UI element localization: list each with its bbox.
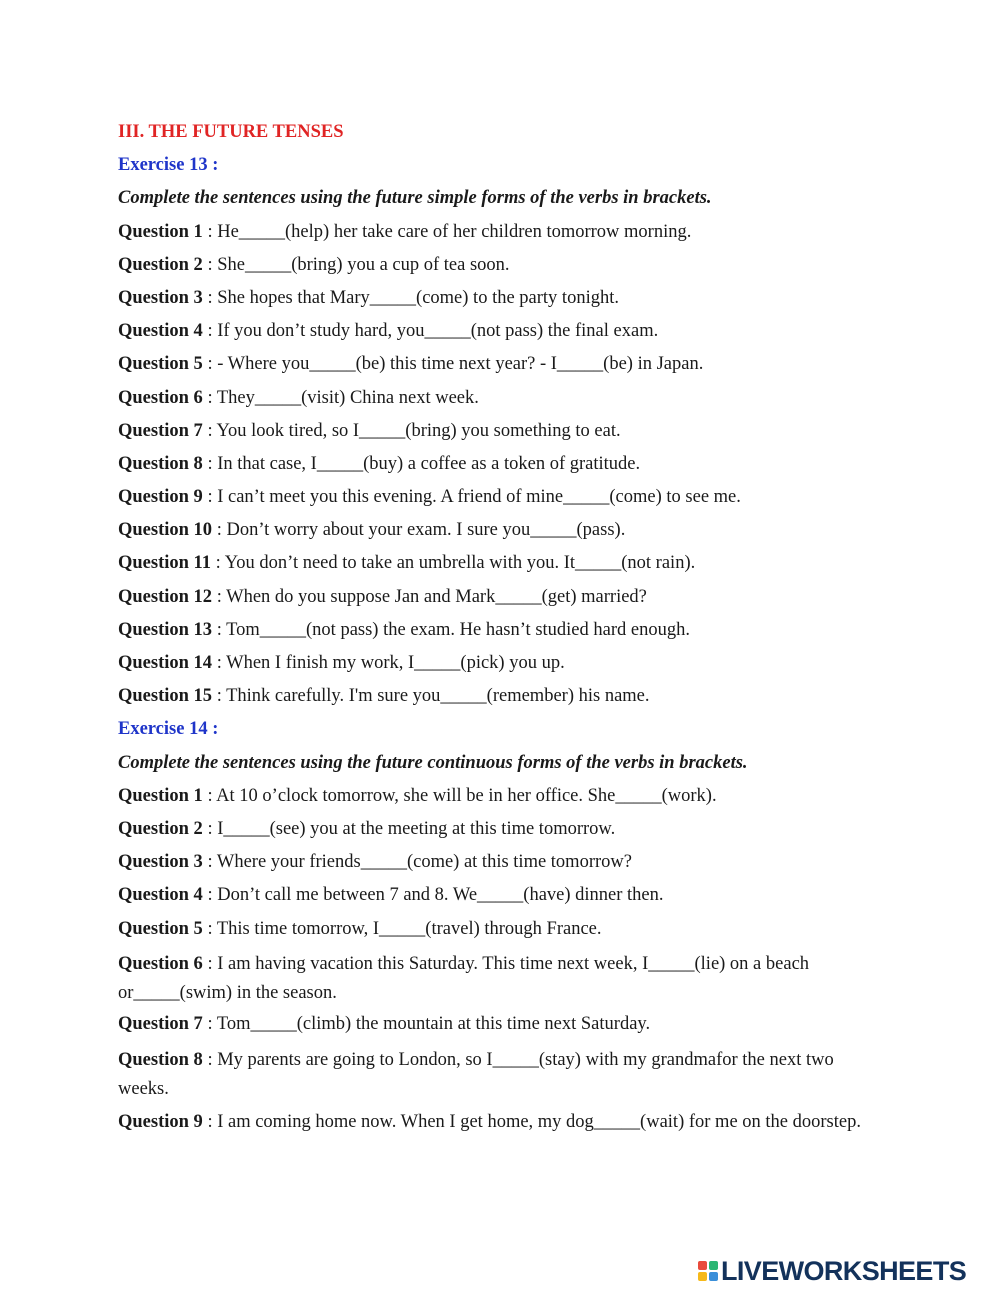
question-text: : - Where you_____(be) this time next year? - I_____(be) in Japan. — [202, 354, 704, 375]
question-label: Question 13 — [118, 619, 213, 640]
question-label: Question 5 — [118, 354, 203, 375]
question-label: Question 14 — [118, 653, 213, 673]
question-text: : I am having vacation this Saturday. This time next week, I_____(lie) on a beach or_____(swim) in the season. — [118, 953, 810, 1004]
logo-block — [698, 1272, 707, 1281]
question-text: : This time tomorrow, I_____(travel) through France. — [202, 918, 602, 939]
question-text: : When I finish my work, I_____(pick) you up. — [212, 653, 565, 673]
question-item — [118, 386, 888, 410]
question-item — [118, 319, 888, 343]
question-label: Question 3 — [118, 852, 203, 873]
exercise-title: Exercise 14 : — [118, 719, 219, 740]
exercise-14 — [118, 717, 888, 1137]
question-label: Question 15 — [118, 686, 213, 707]
question-item — [118, 585, 888, 609]
question-label: Question 4 — [118, 321, 203, 342]
logo-block — [709, 1261, 718, 1270]
question-text: : Tom_____(climb) the mountain at this time next Saturday. — [202, 1014, 651, 1035]
question-item — [118, 950, 888, 1009]
question-text: : When do you suppose Jan and Mark_____(get) married? — [212, 586, 647, 607]
question-text: : You don’t need to take an umbrella with you. It_____(not rain). — [211, 553, 696, 574]
question-item — [118, 883, 888, 907]
question-item — [118, 286, 888, 310]
question-label: Question 2 — [118, 254, 203, 275]
question-item — [118, 352, 888, 376]
question-label: Question 2 — [118, 818, 203, 839]
question-label: Question 3 — [118, 287, 203, 308]
question-item — [118, 684, 888, 708]
logo-blocks-icon — [698, 1261, 718, 1281]
question-text: : Don’t call me between 7 and 8. We_____(have) dinner then. — [202, 885, 664, 906]
question-item — [118, 817, 888, 841]
question-label: Question 8 — [118, 1049, 203, 1070]
question-text: : You look tired, so I_____(bring) you something to eat. — [202, 420, 621, 441]
question-item — [118, 1046, 888, 1105]
question-label: Question 9 — [118, 487, 203, 508]
section-title: III. THE FUTURE TENSES — [118, 122, 344, 142]
question-label: Question 6 — [118, 387, 203, 408]
question-label: Question 11 — [118, 553, 212, 574]
question-text: : Don’t worry about your exam. I sure you_____(pass). — [212, 520, 626, 541]
question-item — [118, 784, 888, 808]
exercise-title: Exercise 13 : — [118, 155, 219, 176]
question-text: : In that case, I_____(buy) a coffee as a token of gratitude. — [202, 453, 641, 474]
question-label: Question 7 — [118, 420, 203, 441]
question-label: Question 1 — [118, 785, 203, 806]
question-item — [118, 618, 888, 642]
question-item — [118, 485, 888, 509]
exercise-instruction: Complete the sentences using the future simple forms of the verbs in brackets. — [118, 188, 712, 209]
exercise-13 — [118, 153, 888, 708]
question-text: : I am coming home now. When I get home, my dog_____(wait) for me on the doorstep. — [202, 1112, 861, 1133]
question-text: : My parents are going to London, so I_____(stay) with my grandmafor the next two weeks. — [118, 1049, 834, 1100]
question-item — [118, 419, 888, 443]
question-text: : Where your friends_____(come) at this time tomorrow? — [202, 852, 632, 873]
question-label: Question 5 — [118, 918, 203, 939]
question-item — [118, 220, 888, 244]
liveworksheets-logo[interactable] — [698, 1254, 966, 1288]
question-text: : I_____(see) you at the meeting at this time tomorrow. — [202, 818, 616, 839]
question-item — [118, 1108, 888, 1138]
question-item — [118, 1012, 888, 1036]
question-text: : If you don’t study hard, you_____(not pass) the final exam. — [202, 321, 659, 342]
question-label: Question 4 — [118, 885, 203, 906]
exercise-instruction: Complete the sentences using the future continuous forms of the verbs in brackets. — [118, 752, 748, 773]
question-item — [118, 917, 888, 941]
question-label: Question 1 — [118, 221, 203, 242]
question-label: Question 10 — [118, 520, 213, 541]
question-label: Question 9 — [118, 1112, 203, 1133]
question-item — [118, 452, 888, 476]
question-item — [118, 651, 888, 675]
question-item — [118, 551, 888, 575]
question-text: : Tom_____(not pass) the exam. He hasn’t studied hard enough. — [212, 619, 690, 640]
question-text: : She_____(bring) you a cup of tea soon. — [202, 254, 510, 275]
logo-text: LIVEWORKSHEETS — [721, 1255, 967, 1286]
worksheet-content — [118, 120, 888, 1141]
question-label: Question 8 — [118, 453, 203, 474]
question-text: : At 10 o’clock tomorrow, she will be in her office. She_____(work). — [202, 785, 717, 806]
question-label: Question 6 — [118, 953, 203, 974]
question-text: : Think carefully. I'm sure you_____(remember) his name. — [212, 686, 650, 707]
question-item — [118, 518, 888, 542]
question-text: : I can’t meet you this evening. A friend of mine_____(come) to see me. — [202, 487, 741, 508]
question-label: Question 7 — [118, 1014, 203, 1035]
question-text: : They_____(visit) China next week. — [202, 387, 479, 408]
question-item — [118, 253, 888, 277]
question-label: Question 12 — [118, 586, 213, 607]
logo-block — [709, 1272, 718, 1281]
question-text: : He_____(help) her take care of her children tomorrow morning. — [202, 221, 692, 242]
logo-block — [698, 1261, 707, 1270]
question-item — [118, 850, 888, 874]
question-text: : She hopes that Mary_____(come) to the party tonight. — [202, 287, 619, 308]
